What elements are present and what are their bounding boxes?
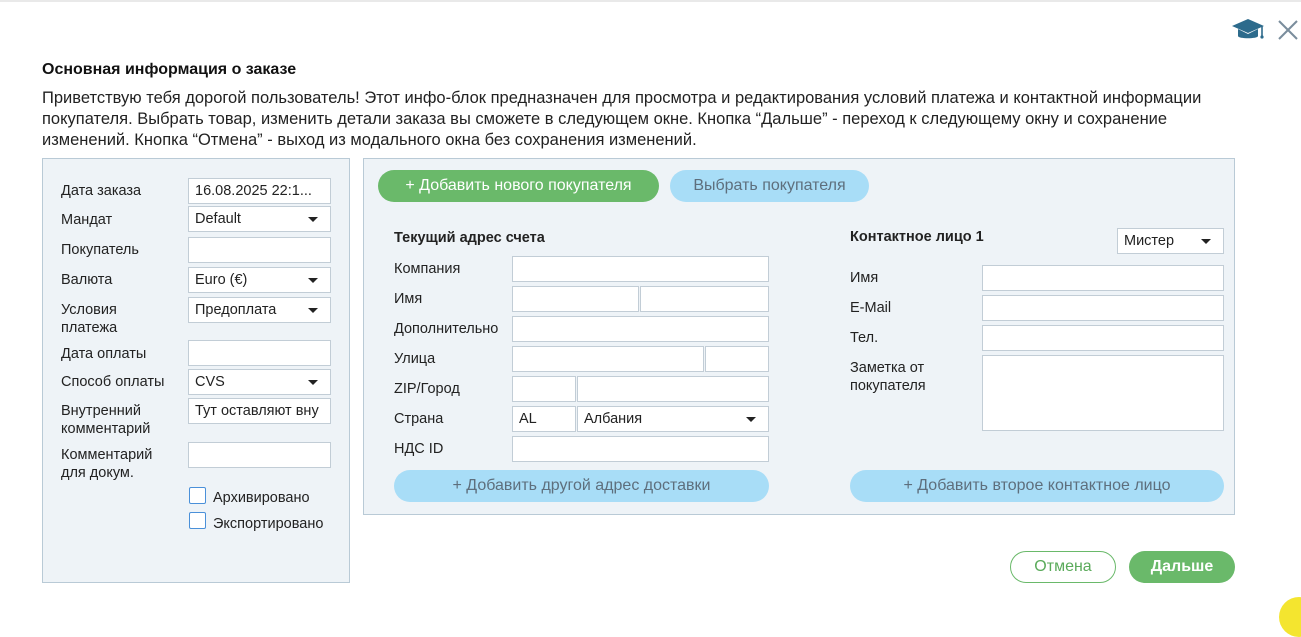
salutation-value: Мистер [1124,233,1175,249]
customer-input[interactable] [188,237,331,263]
additional-label: Дополнительно [394,321,499,337]
chevron-down-icon [308,308,318,313]
contact-person-title: Контактное лицо 1 [850,229,984,245]
internal-comment-input[interactable]: Тут оставляют вну [188,398,331,424]
mandate-value: Default [195,211,241,227]
chat-widget[interactable] [1279,597,1301,637]
exported-checkbox[interactable] [189,512,206,529]
payment-method-label: Способ оплаты [61,374,165,390]
country-select[interactable] [577,406,769,432]
payment-terms-label-line1: Условия [61,302,117,318]
payment-method-select[interactable] [188,369,331,395]
add-shipping-address-button[interactable]: + Добавить другой адрес доставки [394,470,769,502]
additional-input[interactable] [512,316,769,342]
payment-terms-label [61,301,117,337]
customer-note-textarea[interactable] [982,355,1224,431]
chevron-down-icon [308,380,318,385]
customer-note-label [850,359,926,395]
order-details-panel [42,158,350,583]
country-label: Страна [394,411,444,427]
chevron-down-icon [1201,239,1211,244]
country-value: Албания [584,411,643,427]
country-code-input[interactable]: AL [512,406,576,432]
chevron-down-icon [308,278,318,283]
company-input[interactable] [512,256,769,282]
phone-label: Тел. [850,330,879,346]
currency-label: Валюта [61,272,113,288]
street-label: Улица [394,351,436,367]
email-label: E-Mail [850,300,892,316]
customer-note-label-line1: Заметка от [850,360,925,376]
first-name-input[interactable] [512,286,639,312]
document-comment-input[interactable] [188,442,331,468]
document-comment-label [61,446,152,482]
close-icon[interactable] [1276,18,1300,42]
payment-date-label: Дата оплаты [61,346,147,362]
dialog-description: Приветствую тебя дорогой пользователь! Этот инфо-блок предназначен для просмотра и редактирования условий платежа и контактной информации покупателя. Выбрать товар, изменить детали заказа вы сможете в следующем окне. Кнопка “Дальше” - переход к следующему окну и сохранение изменений. Кнопка “Отмена” - выход из модального окна без сохранения изменений. [42,89,1202,149]
add-customer-button[interactable]: + Добавить нового покупателя [378,170,659,202]
customer-panel [363,158,1235,515]
payment-terms-label-line2: платежа [61,320,118,336]
next-button[interactable]: Дальше [1129,551,1235,583]
dialog-title: Основная информация о заказе [42,61,297,78]
customer-label: Покупатель [61,242,139,258]
company-label: Компания [394,261,461,277]
internal-comment-label [61,402,150,438]
vat-id-label: НДС ID [394,441,444,457]
customer-note-label-line2: покупателя [850,378,926,394]
add-contact-person-button[interactable]: + Добавить второе контактное лицо [850,470,1224,502]
email-input[interactable] [982,295,1224,321]
city-input[interactable] [577,376,769,402]
billing-address-title: Текущий адрес счета [394,230,545,246]
payment-method-value: CVS [195,374,225,390]
archived-checkbox[interactable] [189,487,206,504]
vat-id-input[interactable] [512,436,769,462]
order-date-input[interactable]: 16.08.2025 22:1... [188,178,331,204]
select-customer-button[interactable]: Выбрать покупателя [670,170,869,202]
salutation-select[interactable] [1117,228,1224,254]
last-name-input[interactable] [640,286,769,312]
chevron-down-icon [308,217,318,222]
phone-input[interactable] [982,325,1224,351]
document-comment-label-line1: Комментарий [61,447,153,463]
mandate-label: Мандат [61,212,113,228]
internal-comment-label-line2: комментарий [61,421,151,437]
zip-city-label: ZIP/Город [394,381,460,397]
archived-label: Архивировано [213,490,310,506]
house-number-input[interactable] [705,346,769,372]
document-comment-label-line2: для докум. [61,465,134,481]
exported-label: Экспортировано [213,516,324,532]
cancel-button[interactable]: Отмена [1010,551,1116,583]
currency-value: Euro (€) [195,272,248,288]
payment-terms-select[interactable] [188,297,331,323]
contact-name-input[interactable] [982,265,1224,291]
internal-comment-label-line1: Внутренний [61,403,141,419]
contact-name-label: Имя [850,270,879,286]
order-date-label: Дата заказа [61,183,142,199]
payment-date-input[interactable] [188,340,331,366]
street-input[interactable] [512,346,704,372]
billing-name-label: Имя [394,291,423,307]
graduation-cap-icon[interactable] [1231,17,1265,43]
payment-terms-value: Предоплата [195,302,277,318]
top-divider [0,0,1301,2]
mandate-select[interactable] [188,206,331,232]
chevron-down-icon [746,417,756,422]
currency-select[interactable] [188,267,331,293]
zip-input[interactable] [512,376,576,402]
